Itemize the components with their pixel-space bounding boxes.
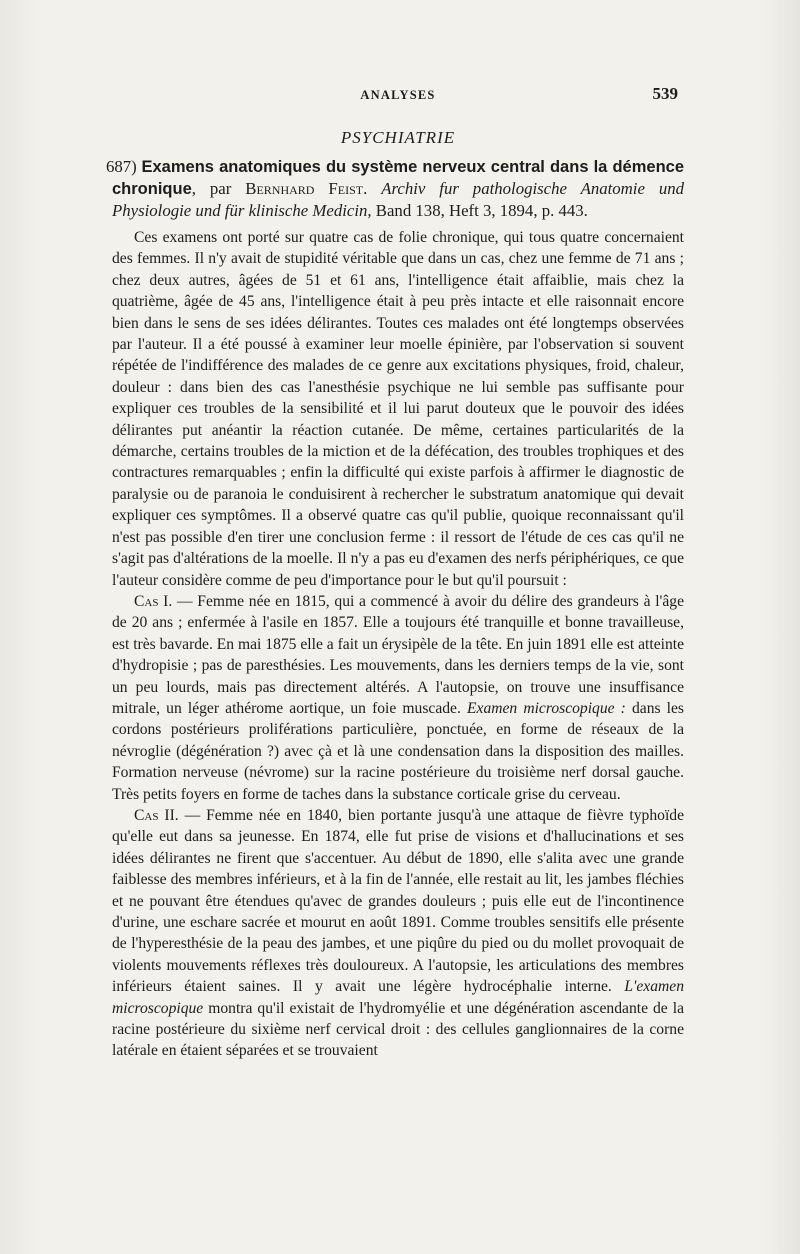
running-header — [118, 84, 678, 108]
paragraph-case-2 — [112, 805, 684, 1062]
body-text — [112, 227, 684, 1062]
case-2-text-a: — Femme née en 1840, bien portante jusqu'à une attaque de fièvre typhoïde qu'elle eut dans sa jeunesse. En 1874, elle fut prise de visions et d'hallucinations et ses idées délirantes ne firent que s'accentuer. Au début de 1890, elle s'alita avec une grande faiblesse des membres inférieurs, et à la fin de l'année, elle restait au lit, les jambes fléchies et ne pouvant être étendues qu'avec de grandes douleurs ; puis elle eut de l'incontinence d'urine, une eschare sacrée et mourut en août 1891. Comme troubles sensitifs elle présente de l'hyperesthésie de la peau des jambes, et une piqûre du pied ou du mollet provoquait de violents mouvements réflexes très douloureux. A l'autopsie, les articulations des membres inférieurs étaient saines. Il y avait une légère hydrocéphalie interne. — [112, 806, 684, 996]
entry-by: , par — [191, 179, 246, 198]
entry-author: Bernhard Feist — [245, 179, 364, 198]
case-1-emphasis: Examen microscopique : — [467, 699, 626, 717]
case-1-label: Cas I. — [134, 592, 173, 610]
entry-reference: Band 138, Heft 3, 1894, p. 443. — [371, 201, 588, 220]
case-2-text-b: montra qu'il existait de l'hydromyélie et une dégénération ascendante de la racine postérieure du sixième nerf cervical droit : des cellules ganglionnaires de la corne latérale en étaient séparées et se trouvaient — [112, 999, 684, 1060]
case-1-text-a: — Femme née en 1815, qui a commencé à avoir du délire des grandeurs à l'âge de 20 ans ; enfermée à l'asile en 1857. Elle a toujours été tranquille et bonne travailleuse, est très bavarde. En mai 1875 elle a fait un érysipèle de la tête. En juin 1891 elle est atteinte d'hydropisie ; pas de paresthésies. Les mouvements, dans les derniers temps de la vie, sont un peu lourds, mais pas directement altérés. A l'autopsie, on trouve une insuffisance mitrale, un léger athérome aortique, un foie muscade. — [112, 592, 684, 717]
article — [106, 156, 685, 1062]
case-2-label: Cas II. — [134, 806, 179, 824]
case-1-text-b: dans les cordons postérieurs proliférations particulière, ponctuée, en forme de réseaux de la névroglie (dégénération ?) avec çà et là une condensation dans la disposition des mailles. Formation nerveuse (névrome) sur la racine postérieure du troisième nerf dorsal gauche. Très petits foyers en forme de taches dans la substance corticale grise du cerveau. — [112, 699, 684, 803]
section-title: PSYCHIATRIE — [340, 128, 456, 147]
paragraph-case-1 — [112, 591, 684, 805]
case-2-emphasis: L'examen microscopique — [112, 978, 684, 1017]
entry-heading: 687) Examens anatomiques du système nerveux central dans la démence chronique, par Bernhard Feist. Archiv fur pathologische Anatomie und Physiologie und für klinische Medicin, Band 138, Heft 3, 1894, p. 443. — [106, 157, 685, 220]
page-number: 539 — [652, 84, 678, 103]
paragraph-intro: Ces examens ont porté sur quatre cas de folie chronique, qui tous quatre concernaient des femmes. Il n'y avait de stupidité véritable que dans un cas, chez une femme de 71 ans ; chez deux autres, âgées de 51 et 61 ans, l'intelligence était affaiblie, mais chez la quatrième, âgée de 45 ans, l'intelligence était à peu près intacte et elle raisonnait encore bien dans le sens de ses idées délirantes. Toutes ces malades ont été longtemps observées par l'auteur. Il a été poussé à examiner leur moelle épinière, par l'observation si souvent répétée de l'indifférence des malades de ce genre aux excitations physiques, froid, chaleur, douleur : dans bien des cas l'anesthésie psychique ne lui semble pas suffisante pour expliquer ces troubles de la sensibilité et il lui parut douteux que le pouvoir des idées délirantes put anéantir la réaction cutanée. De même, certaines particularités de la démarche, certains troubles de la miction et de la défécation, des troubles trophiques et des contractures remarquables ; enfin la difficulté qui existe parfois à affirmer le diagnostic de paralysie ou de paranoia le conduisirent à rechercher le substratum anatomique qui devait expliquer ces symptômes. Il a observé quatre cas qu'il publie, quoique reconnaissant qu'il n'est pas possible d'en tirer une conclusion ferme : il ressort de l'étude de ces cas qu'il ne s'agit pas d'altérations de la moelle. Il n'y a pas eu d'examen des nerfs périphériques, ce que l'auteur considère comme de peu d'importance pour le but qu'il poursuit : — [112, 229, 684, 589]
running-title: ANALYSES — [360, 88, 436, 102]
entry-title: Examens anatomiques du système nerveux central dans la démence chronique — [112, 158, 685, 198]
entry-number: 687) — [106, 157, 137, 176]
entry-journal: Archiv fur pathologische Anatomie und Physiologie und für klinische Medicin, — [112, 179, 685, 220]
